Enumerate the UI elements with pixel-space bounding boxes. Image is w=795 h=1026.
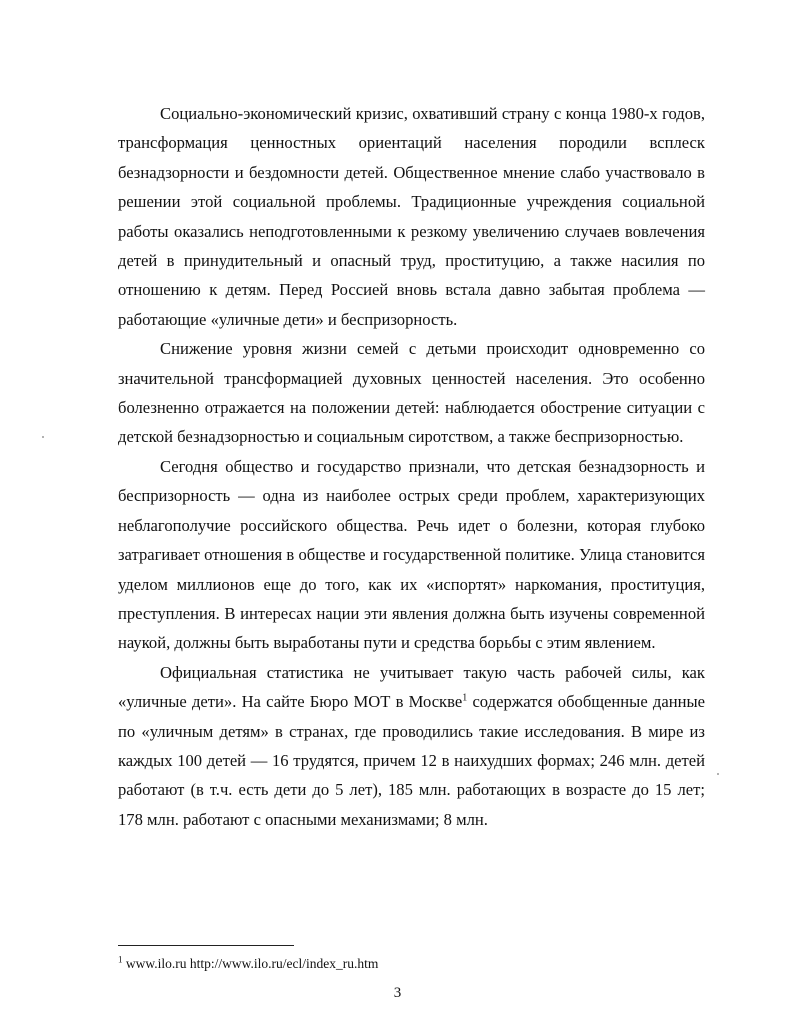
- paragraph-1: Социально-экономический кризис, охвативший страну с конца 1980-х годов, трансформация ценностных ориентаций населения породили всплеск безнадзорности и бездомности детей. Общественное мнение слабо участвовало в решении этой социальной проблемы. Традиционные учреждения социальной работы оказались неподготовленными к резкому увеличению случаев вовлечения детей в принудительный и опасный труд, проституцию, а также насилия по отношению к детям. Перед Россией вновь встала давно забытая проблема — работающие «уличные дети» и беспризорность.: [118, 104, 705, 329]
- scan-speck: [42, 436, 44, 438]
- paragraph-4: [118, 658, 705, 834]
- footnote-marker: 1: [118, 954, 123, 965]
- scan-speck: [717, 773, 719, 775]
- footnote-text: www.ilo.ru http://www.ilo.ru/ecl/index_ru.htm: [122, 956, 379, 971]
- footnote-divider: [118, 945, 294, 946]
- footnote: [118, 955, 705, 973]
- paragraph-4-start: Официальная статистика не учитывает такую часть рабочей силы, как «уличные дети». На сайте Бюро МОТ в Москве: [118, 662, 705, 712]
- paragraph-3: Сегодня общество и государство признали, что детская безнадзорность и беспризорность — одна из наиболее острых среди проблем, характеризующих неблагополучие российского общества. Речь идет о болезни, которая глубоко затрагивает отношения в обществе и государственной политике. Улица становится уделом миллионов еще до того, как их «испортят» наркомания, проституция, преступления. В интересах нации эти явления должна быть изучены современной наукой, должны быть выработаны пути и средства борьбы с этим явлением.: [118, 456, 705, 653]
- main-text: [118, 99, 705, 834]
- paragraph-2: Снижение уровня жизни семей с детьми происходит одновременно со значительной трансформацией духовных ценностей населения. Это особенно болезненно отражается на положении детей: наблюдается обострение ситуации с детской безнадзорностью и социальным сиротством, а также беспризорностью.: [118, 339, 705, 447]
- footnote-reference: 1: [462, 692, 468, 704]
- paragraph-4-rest: содержатся обобщенные данные по «уличным детям» в странах, где проводились такие исследования. В мире из каждых 100 детей — 16 трудятся, причем 12 в наихудших формах; 246 млн. детей работают (в т.ч. есть дети до 5 лет), 185 млн. работающих в возрасте до 15 лет; 178 млн. работают с опасными механизмами; 8 млн.: [118, 692, 705, 829]
- page-number: 3: [393, 985, 402, 1001]
